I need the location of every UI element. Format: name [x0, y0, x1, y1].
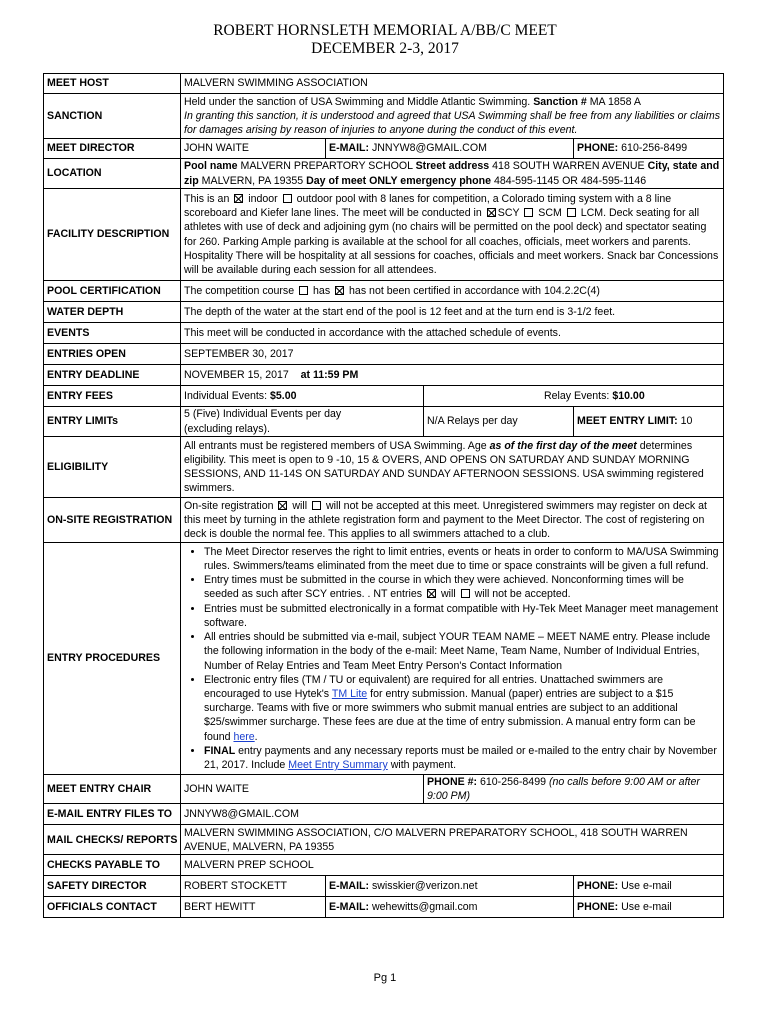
meet-entry-limit: [574, 407, 724, 437]
relay-fee-value: $10.00: [612, 389, 645, 402]
emergency-phone-label: Day of meet ONLY emergency phone: [306, 174, 491, 187]
label-officials-contact: OFFICIALS CONTACT: [44, 897, 181, 918]
proc-b6-text: entry payments and any necessary reports must be mailed or e-mailed to the entry chair by November 21, 2017. Include: [204, 744, 717, 771]
proc-b2-text-2: will not be accepted.: [474, 588, 571, 601]
eligibility-value: [181, 437, 724, 498]
checkbox-checked-icon[interactable]: [278, 501, 287, 510]
label-entry-deadline: ENTRY DEADLINE: [44, 365, 181, 386]
label-water-depth: WATER DEPTH: [44, 302, 181, 323]
row-sanction: [44, 94, 724, 139]
label-facility: FACILITY DESCRIPTION: [44, 189, 181, 281]
row-meet-director: [44, 139, 724, 159]
sanction-line: Held under the sanction of USA Swimming and Middle Atlantic Swimming.: [184, 95, 531, 108]
row-meet-host: [44, 74, 724, 94]
safety-phone: Use e-mail: [621, 880, 672, 893]
row-entry-limits: [44, 407, 724, 437]
label-safety-director: SAFETY DIRECTOR: [44, 876, 181, 897]
label-entry-procedures: ENTRY PROCEDURES: [44, 543, 181, 775]
meet-info-table: [43, 73, 724, 918]
checkbox-checked-icon[interactable]: [335, 286, 344, 295]
row-safety-director: [44, 876, 724, 897]
label-checks-payable: CHECKS PAYABLE TO: [44, 855, 181, 876]
onsite-text-2: will not be accepted at this meet. Unregistered swimmers may register on deck at this meet by turning in the athlete registration form and payment to the Meet Director. The cost of registering on deck is double the normal fee. This applies to all swimmers attached to a club.: [184, 499, 707, 541]
label-entry-fees: ENTRY FEES: [44, 386, 181, 407]
entry-deadline-value: [181, 365, 724, 386]
water-depth-value: The depth of the water at the start end of the pool is 12 feet and at the turn end is 3-1/2 feet.: [181, 302, 724, 323]
tm-lite-link[interactable]: TM Lite: [331, 687, 368, 700]
onsite-registration-value: [181, 498, 724, 543]
onsite-will: will: [292, 499, 308, 512]
meet-entry-limit-value: 10: [680, 415, 693, 428]
safety-director-name: ROBERT STOCKETT: [181, 876, 326, 897]
director-email[interactable]: JNNYW8@GMAIL.COM: [371, 142, 487, 155]
sanction-disclaimer: In granting this sanction, it is understood and agreed that USA Swimming shall be free from any liabilities or claims for damages arising by reason of injuries to anyone during the conduct of this event.: [184, 109, 721, 137]
row-checks-payable: [44, 855, 724, 876]
individual-fee-value: $5.00: [270, 389, 297, 402]
indoor-label: indoor: [248, 192, 278, 205]
officials-phone: Use e-mail: [621, 901, 672, 914]
label-onsite-registration: ON-SITE REGISTRATION: [44, 498, 181, 543]
checkbox-checked-icon[interactable]: [427, 589, 436, 598]
proc-b6-text-2: with payment.: [390, 758, 457, 771]
facility-text-3: Deck seating for all athletes with use of deck and adjoining gym (no chairs will be permitted on the pool deck) and spectator seating for 260. Parking Ample parking is available at the school for all coaches, officials, meet workers and parents. Hospitality There will be hospitality at all sessions for coaches, officials and meet workers. Snack bar Concessions will be available during each session for all attendees.: [184, 207, 719, 276]
entry-chair-phone-value: 610-256-8499: [480, 776, 546, 788]
onsite-text-1: On-site registration: [184, 499, 274, 512]
director-phone: 610-256-8499: [621, 142, 688, 155]
row-entries-open: [44, 344, 724, 365]
checkbox-empty-icon[interactable]: [524, 208, 533, 217]
entry-chair-name: JOHN WAITE: [181, 775, 424, 804]
individual-fee: [181, 386, 424, 407]
certification-has-not: has not been certified in accordance with 104.2.2C(4): [349, 284, 600, 297]
director-email-label: E-MAIL:: [329, 142, 370, 155]
label-sanction: SANCTION: [44, 94, 181, 139]
scm-label: SCM: [538, 207, 562, 220]
safety-director-email: [326, 876, 574, 897]
facility-value: [181, 189, 724, 281]
label-mail-checks: MAIL CHECKS/ REPORTS: [44, 825, 181, 855]
label-meet-entry-chair: MEET ENTRY CHAIR: [44, 775, 181, 804]
officials-email-label: E-MAIL:: [329, 901, 370, 914]
sanction-number: MA 1858 A: [589, 95, 641, 108]
row-pool-certification: [44, 281, 724, 302]
eligibility-emphasis: as of the first day of the meet: [489, 439, 637, 452]
list-item: • Entries must be submitted electronically in a format compatible with Hy-Tek Meet Manager meet management software.: [204, 602, 720, 630]
certification-text: The competition course: [184, 284, 295, 297]
checkbox-empty-icon[interactable]: [283, 194, 292, 203]
row-meet-entry-chair: [44, 775, 724, 804]
label-entries-open: ENTRIES OPEN: [44, 344, 181, 365]
list-item: [204, 673, 720, 744]
street-address: 418 SOUTH WARREN AVENUE: [492, 160, 645, 173]
entry-procedures-value: [181, 543, 724, 775]
eligibility-text-1: All entrants must be registered members of USA Swimming. Age: [184, 439, 487, 452]
manual-entry-form-link[interactable]: here: [233, 730, 255, 743]
label-entry-limits: ENTRY LIMITs: [44, 407, 181, 437]
city-state-zip: MALVERN, PA 19355: [201, 174, 304, 187]
checkbox-empty-icon[interactable]: [461, 589, 470, 598]
facility-text-2: outdoor pool with 8 lanes for competition, a Colorado timing system with a 8 line scoreboard and Kiefer lane lines. The meet will be conducted in: [184, 192, 672, 220]
scy-label: SCY: [497, 207, 520, 220]
director-phone-label: PHONE:: [577, 142, 619, 155]
safety-email-label: E-MAIL:: [329, 880, 370, 893]
list-item: • The Meet Director reserves the right to limit entries, events or heats in order to conform to MA/USA Swimming rules. Swimmers/teams eliminated from the meet due to time or space constraints will be given a full refund.: [204, 545, 720, 573]
label-meet-host: MEET HOST: [44, 74, 181, 94]
row-officials-contact: [44, 897, 724, 918]
facility-text-1: This is an: [184, 192, 230, 205]
label-events: EVENTS: [44, 323, 181, 344]
label-location: LOCATION: [44, 159, 181, 189]
row-events: [44, 323, 724, 344]
individual-limit: 5 (Five) Individual Events per day (excluding relays).: [181, 407, 424, 437]
row-water-depth: [44, 302, 724, 323]
row-entry-fees: [44, 386, 724, 407]
pool-name: MALVERN PREPARTORY SCHOOL: [240, 160, 413, 173]
eligibility-text-2: determines eligibility. This meet is open to 9 -10, 15 & OVERS, AND OPENS ON SATURDAY AND SUNDAY MORNING SESSIONS, AND 11-14S ON SATURDAY AND SUNDAY AFTERNOON SESSIONS. USA swimming registered swimmers.: [184, 439, 704, 495]
page-number: Pg 1: [373, 972, 397, 984]
relay-fee: [424, 386, 724, 407]
sanction-value: [181, 94, 724, 139]
meet-director-email: [326, 139, 574, 159]
safety-phone-label: PHONE:: [577, 880, 619, 893]
proc-b5-text-2: for entry submission. Manual (paper) entries are subject to a $15 surcharge. Teams with five or more swimmers who submit manual entries are subject to an additional $25/swimmer surcharge. These fees are due at the time of entry submission. A manual entry form can be found: [204, 687, 696, 743]
pool-name-label: Pool name: [184, 160, 238, 173]
entry-chair-note: (no calls before 9:00 AM or after 9:00 PM): [427, 776, 700, 803]
officials-contact-phone: [574, 897, 724, 918]
label-pool-certification: POOL CERTIFICATION: [44, 281, 181, 302]
deadline-date: NOVEMBER 15, 2017: [184, 368, 289, 381]
email-entry-files-value[interactable]: JNNYW8@GMAIL.COM: [181, 804, 724, 825]
label-email-entry-files: E-MAIL ENTRY FILES TO: [44, 804, 181, 825]
row-facility: [44, 189, 724, 281]
events-value: This meet will be conducted in accordance with the attached schedule of events.: [181, 323, 724, 344]
meet-entry-summary-link[interactable]: Meet Entry Summary: [288, 758, 388, 771]
list-item: [204, 573, 720, 601]
meet-director-name: JOHN WAITE: [181, 139, 326, 159]
row-email-entry-files: [44, 804, 724, 825]
row-eligibility: [44, 437, 724, 498]
safety-email[interactable]: swisskier@verizon.net: [371, 880, 478, 893]
checkbox-empty-icon[interactable]: [299, 286, 308, 295]
relay-limit: N/A Relays per day: [424, 407, 574, 437]
individual-fee-label: Individual Events:: [184, 389, 268, 402]
street-label: Street address: [415, 160, 490, 173]
mail-checks-value: MALVERN SWIMMING ASSOCIATION, C/O MALVERN PREPARATORY SCHOOL, 418 SOUTH WARREN AVENUE, MALVERN, PA 19355: [181, 825, 724, 855]
proc-b5-text-3: .: [254, 730, 258, 743]
label-eligibility: ELIGIBILITY: [44, 437, 181, 498]
emergency-phone: 484-595-1145 OR 484-595-1146: [493, 174, 647, 187]
meet-director-phone: [574, 139, 724, 159]
list-item: [204, 744, 720, 772]
entry-chair-phone-label: PHONE #:: [427, 776, 478, 788]
entries-open-value: SEPTEMBER 30, 2017: [181, 344, 724, 365]
proc-b2-will: will: [440, 588, 456, 601]
officials-email[interactable]: wehewitts@gmail.com: [371, 901, 478, 914]
procedures-list: [184, 545, 720, 772]
location-value: [181, 159, 724, 189]
checkbox-checked-icon[interactable]: [234, 194, 243, 203]
officials-contact-name: BERT HEWITT: [181, 897, 326, 918]
officials-phone-label: PHONE:: [577, 901, 619, 914]
sanction-number-label: Sanction #: [533, 95, 587, 108]
meet-dates: DECEMBER 2-3, 2017: [311, 40, 459, 57]
list-item: • All entries should be submitted via e-mail, subject YOUR TEAM NAME – MEET NAME entry. Please include the following information in the body of the e-mail: Meet Name, Team Name, Number of Individual Entries, Number of Relay Entries and Team Meet Entry Person's Contact Information: [204, 630, 720, 673]
row-onsite-registration: [44, 498, 724, 543]
meet-entry-limit-label: MEET ENTRY LIMIT:: [577, 415, 678, 428]
proc-b2-text: Entry times must be submitted in the course in which they were achieved. Nonconforming times will be seeded as such after SCY entries. . NT entries: [204, 574, 684, 601]
checkbox-checked-icon[interactable]: [487, 208, 496, 217]
proc-b5-text: Electronic entry files (TM / TU or equivalent) are required for all entries. Unattached swimmers are encouraged to use Hytek's: [204, 673, 664, 700]
row-entry-procedures: [44, 543, 724, 775]
deadline-time: at 11:59 PM: [300, 368, 359, 381]
checks-payable-value: MALVERN PREP SCHOOL: [181, 855, 724, 876]
meet-title: ROBERT HORNSLETH MEMORIAL A/BB/C MEET: [213, 22, 557, 39]
checkbox-empty-icon[interactable]: [312, 501, 321, 510]
label-meet-director: MEET DIRECTOR: [44, 139, 181, 159]
safety-director-phone: [574, 876, 724, 897]
checkbox-empty-icon[interactable]: [567, 208, 576, 217]
lcm-label: LCM.: [580, 207, 607, 220]
proc-b6-final: FINAL: [204, 744, 236, 757]
relay-fee-label: Relay Events:: [544, 389, 610, 402]
meet-host-value: MALVERN SWIMMING ASSOCIATION: [181, 74, 724, 94]
officials-contact-email: [326, 897, 574, 918]
city-label: City, state and zip: [184, 160, 720, 187]
row-location: [44, 159, 724, 189]
row-mail-checks: [44, 825, 724, 855]
entry-chair-phone: [424, 775, 724, 804]
certification-has: has: [313, 284, 331, 297]
row-entry-deadline: [44, 365, 724, 386]
pool-certification-value: [181, 281, 724, 302]
